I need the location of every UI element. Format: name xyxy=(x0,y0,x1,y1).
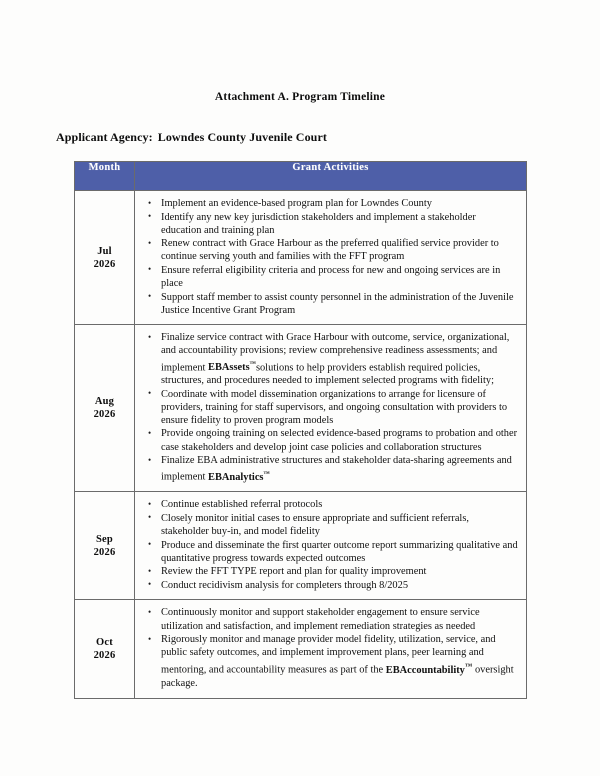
table-row xyxy=(75,492,527,600)
month-abbr: Oct xyxy=(96,636,113,648)
list-item: • Closely monitor initial cases to ensure appropriate and sufficient referrals, stakeholder buy-in, and model fidelity xyxy=(161,512,518,538)
list-item: • Finalize EBA administrative structures and stakeholder data-sharing agreements and implement EBAnalytics™ xyxy=(161,454,518,484)
activities-cell xyxy=(135,600,527,698)
list-item: • Rigorously monitor and manage provider model fidelity, utilization, service, and public safety outcomes, and implement improvement plans, peer learning and mentoring, and accountability measures as part of the EBAccountability™ oversight package. xyxy=(161,633,518,690)
column-header-grant-activities: Grant Activities xyxy=(135,162,527,191)
list-item: • Support staff member to assist county personnel in the administration of the Juvenile Justice Incentive Grant Program xyxy=(161,291,518,317)
list-item: • Ensure referral eligibility criteria and process for new and ongoing services are in place xyxy=(161,264,518,290)
list-item: • Implement an evidence-based program plan for Lowndes County xyxy=(161,197,518,210)
table-body xyxy=(75,191,527,699)
month-cell xyxy=(75,600,135,698)
list-item: • Identify any new key jurisdiction stakeholders and implement a stakeholder education and training plan xyxy=(161,211,518,237)
list-item: • Provide ongoing training on selected evidence-based programs to probation and other case stakeholders and develop joint case policies and collaboration structures xyxy=(161,427,518,453)
list-item: • Continuously monitor and support stakeholder engagement to ensure service utilization and satisfaction, and implement remediation strategies as needed xyxy=(161,606,518,632)
list-item: • Continue established referral protocols xyxy=(161,498,518,511)
trademark-symbol: ™ xyxy=(464,661,473,671)
program-timeline-table xyxy=(74,161,527,699)
activities-cell xyxy=(135,492,527,600)
list-item: • Renew contract with Grace Harbour as the preferred qualified service provider to continue serving youth and families with the FFT program xyxy=(161,237,518,263)
page-title: Attachment A. Program Timeline xyxy=(214,91,386,103)
activities-cell xyxy=(135,191,527,325)
month-year: 2026 xyxy=(93,649,116,661)
activity-list xyxy=(139,331,518,483)
month-abbr: Jul xyxy=(97,245,112,257)
table-row xyxy=(75,191,527,325)
month-year: 2026 xyxy=(93,258,116,270)
list-item: • Review the FFT TYPE report and plan for quality improvement xyxy=(161,565,518,578)
activity-list xyxy=(139,606,518,690)
list-item: • Conduct recidivism analysis for completers through 8/2025 xyxy=(161,579,518,592)
applicant-agency-value: Lowndes County Juvenile Court xyxy=(157,130,327,144)
activities-cell xyxy=(135,325,527,492)
table-row xyxy=(75,600,527,698)
list-item: • Finalize service contract with Grace Harbour with outcome, service, organizational, and accountability provisions; review comprehensive readiness assessments; and implement EBAssets™solutions to help providers establish required policies, structures, and procedures needed to implement selected programs with fidelity; xyxy=(161,331,518,387)
applicant-agency-label: Applicant Agency: xyxy=(56,130,153,144)
month-year: 2026 xyxy=(93,546,116,558)
column-header-month: Month xyxy=(75,162,135,191)
list-item: • Produce and disseminate the first quarter outcome report summarizing qualitative and quantitative progress towards expected outcomes xyxy=(161,539,518,565)
table-header-row xyxy=(75,162,527,191)
month-cell xyxy=(75,325,135,492)
applicant-agency-line xyxy=(56,130,327,145)
activity-list xyxy=(139,498,518,592)
trademark-term: EBAssets™ xyxy=(208,360,256,373)
list-item: • Coordinate with model dissemination organizations to arrange for licensure of providers, training for staff supervisors, and ongoing consultation with providers to ensure fidelity to proven program models xyxy=(161,388,518,427)
month-abbr: Aug xyxy=(94,396,115,408)
month-cell xyxy=(75,191,135,325)
activity-list xyxy=(139,197,518,317)
trademark-symbol: ™ xyxy=(263,470,270,478)
table-row xyxy=(75,325,527,492)
month-abbr: Sep xyxy=(96,533,113,545)
month-cell xyxy=(75,492,135,600)
trademark-term: EBAnalytics™ xyxy=(208,470,270,483)
month-year: 2026 xyxy=(93,409,116,421)
trademark-term: EBAccountability™ xyxy=(385,661,473,676)
trademark-symbol: ™ xyxy=(249,360,256,368)
